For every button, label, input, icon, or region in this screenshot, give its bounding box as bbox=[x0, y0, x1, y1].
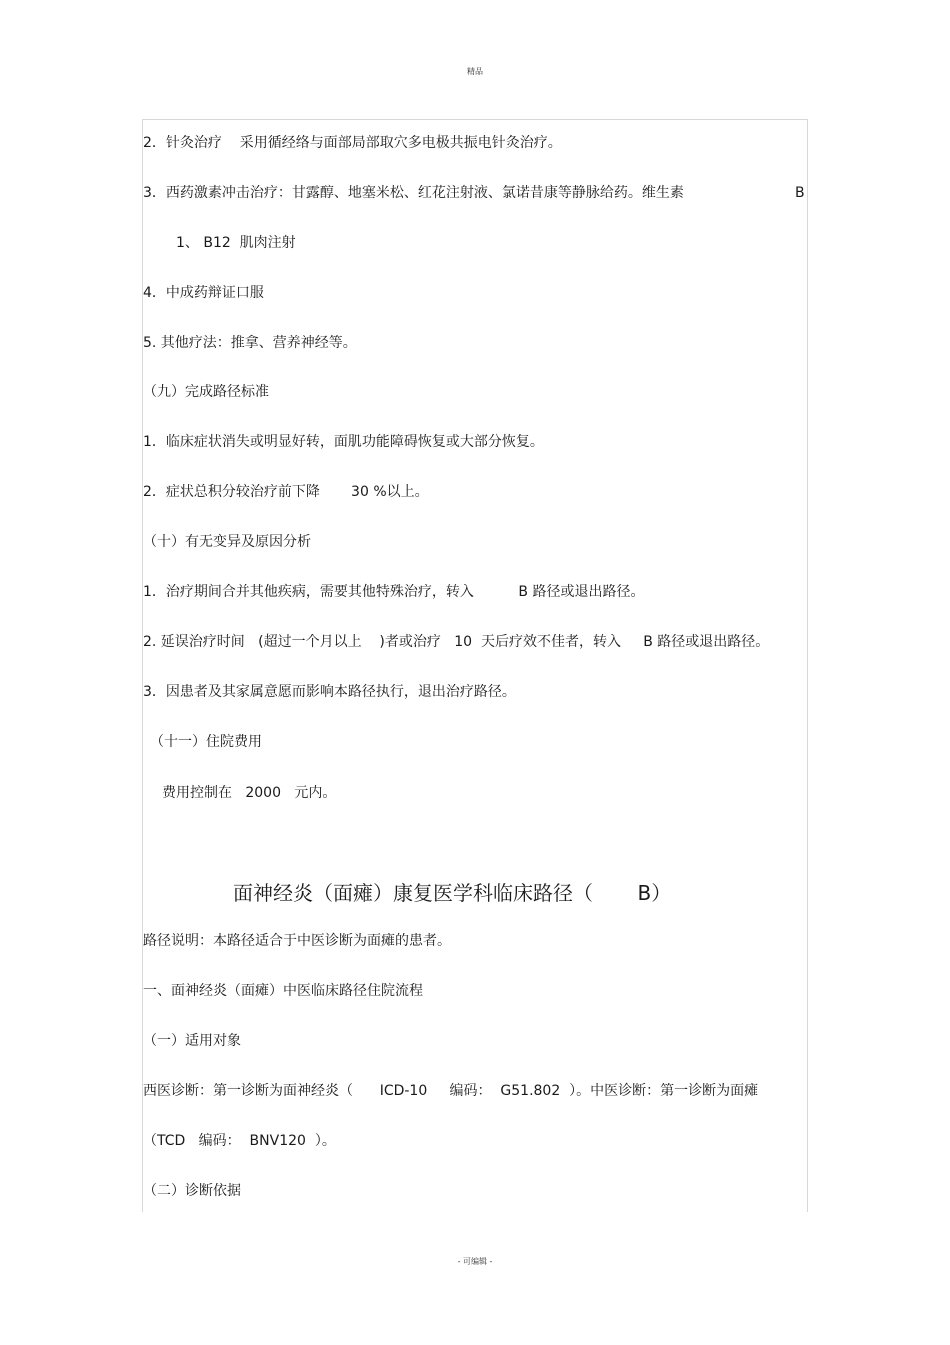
page-footer-mark: - 可编辑 - bbox=[457, 1257, 493, 1266]
section-heading-flow: 一、面神经炎（面瘫）中医临床路径住院流程 bbox=[143, 983, 423, 999]
document-title: 面神经炎（面瘫）康复医学科临床路径（ B） bbox=[233, 881, 672, 905]
text-line-other-therapy: 5. 其他疗法：推拿、营养神经等。 bbox=[143, 335, 357, 351]
section-heading-cost: （十一）住院费用 bbox=[150, 734, 262, 750]
text-line-western-medicine: 3．西药激素冲击治疗：甘露醇、地塞米松、红花注射液、氯诺昔康等静脉给药。维生素 bbox=[143, 185, 684, 201]
text-line-acupuncture: 2．针灸治疗 采用循经络与面部局部取穴多电极共振电针灸治疗。 bbox=[143, 135, 562, 151]
page-header-mark: 精品 bbox=[467, 67, 483, 76]
text-line-criteria-2: 2．症状总积分较治疗前下降 30 %以上。 bbox=[143, 484, 429, 500]
text-line-variation-2: 2. 延误治疗时间 (超过一个月以上 )者或治疗 10 天后疗效不佳者，转入 B 路径或退出路径。 bbox=[143, 634, 770, 650]
text-line-path-note: 路径说明：本路径适合于中医诊断为面瘫的患者。 bbox=[143, 933, 451, 949]
text-line-tcd-code: （TCD 编码： BNV120 ）。 bbox=[143, 1133, 336, 1149]
text-line-diagnosis: 西医诊断：第一诊断为面神经炎（ ICD-10 编码： G51.802 ）。中医诊断：第一诊断为面瘫 bbox=[143, 1083, 759, 1099]
section-heading-variation: （十）有无变异及原因分析 bbox=[143, 534, 311, 550]
text-line-western-medicine-end: B bbox=[795, 185, 805, 201]
section-heading-basis: （二）诊断依据 bbox=[143, 1183, 241, 1199]
section-heading-applicable: （一）适用对象 bbox=[143, 1033, 241, 1049]
page-content-frame bbox=[142, 119, 808, 1212]
text-line-variation-1: 1．治疗期间合并其他疾病，需要其他特殊治疗，转入 B 路径或退出路径。 bbox=[143, 584, 645, 600]
text-line-criteria-1: 1．临床症状消失或明显好转，面肌功能障碍恢复或大部分恢复。 bbox=[143, 434, 544, 450]
text-line-patent-medicine: 4．中成药辩证口服 bbox=[143, 285, 264, 301]
text-line-b12: 1、 B12 肌肉注射 bbox=[176, 235, 296, 251]
section-heading-completion: （九）完成路径标准 bbox=[143, 384, 269, 400]
text-line-cost: 费用控制在 2000 元内。 bbox=[162, 785, 337, 801]
text-line-variation-3: 3．因患者及其家属意愿而影响本路径执行，退出治疗路径。 bbox=[143, 684, 516, 700]
